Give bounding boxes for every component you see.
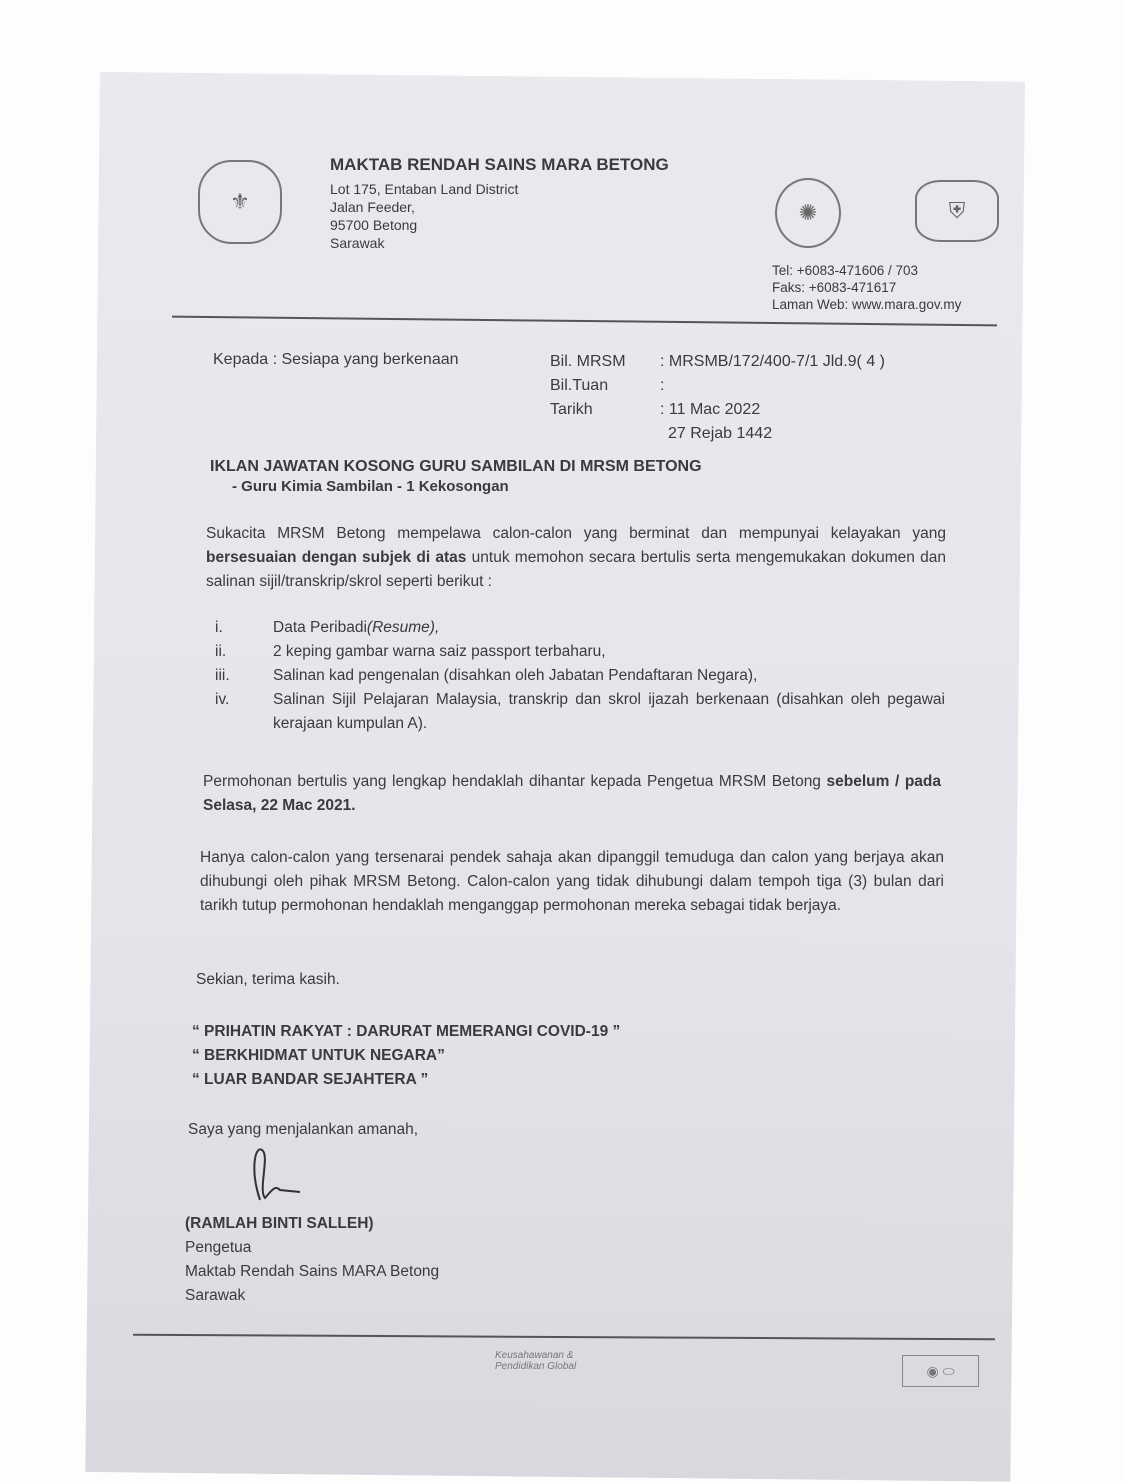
- intro-text: untuk memohon secara bertulis serta mengemukakan dokumen dan salinan sijil/transkrip/skrol seperti berikut :: [206, 549, 946, 590]
- signature: [240, 1140, 320, 1210]
- sign-off: Saya yang menjalankan amanah,: [188, 1121, 419, 1138]
- item-number: i.: [215, 619, 223, 636]
- hijri-date: 27 Rejab 1442: [668, 425, 773, 442]
- your-ref-value: :: [660, 377, 665, 394]
- item-number: iv.: [215, 691, 230, 708]
- address-line: Sarawak: [330, 235, 385, 251]
- deadline-text: Permohonan bertulis yang lengkap hendaklah dihantar kepada Pengetua MRSM Betong: [203, 773, 827, 790]
- address-line: Jalan Feeder,: [330, 199, 415, 215]
- address-line: Lot 175, Entaban Land District: [330, 181, 519, 197]
- school-crest-icon: ⛨: [915, 180, 999, 242]
- signatory-state: Sarawak: [185, 1287, 246, 1304]
- signatory: [185, 1212, 439, 1308]
- deadline-paragraph: [203, 770, 941, 818]
- slogan: “ PRIHATIN RAKYAT : DARURAT MEMERANGI COVID-19 ”: [192, 1023, 621, 1040]
- website: Laman Web: www.mara.gov.my: [772, 297, 962, 312]
- slogan: “ BERKHIDMAT UNTUK NEGARA”: [192, 1047, 445, 1064]
- intro-paragraph: [206, 522, 946, 594]
- list-item: [215, 640, 945, 664]
- footer-logo: Keusahawanan & Pendidikan Global: [495, 1350, 577, 1372]
- item-italic: (Resume),: [366, 619, 440, 636]
- signatory-org: Maktab Rendah Sains MARA Betong: [185, 1263, 440, 1280]
- signatory-position: Pengetua: [185, 1239, 252, 1256]
- reference-block: [550, 350, 885, 446]
- ref-label: Bil. MRSM: [550, 353, 626, 370]
- telephone: Tel: +6083-471606 / 703: [772, 263, 918, 278]
- institution-name: MAKTAB RENDAH SAINS MARA BETONG: [330, 155, 669, 174]
- mrsm-emblem-icon: ✺: [775, 178, 841, 248]
- letter-subtitle: - Guru Kimia Sambilan - 1 Kekosongan: [232, 478, 509, 495]
- intro-bold: bersesuaian dengan subjek di atas: [206, 549, 467, 566]
- date-value: : 11 Mac 2022: [660, 401, 761, 418]
- item-text: 2 keping gambar warna saiz passport terbaharu,: [273, 643, 606, 660]
- letter-title: IKLAN JAWATAN KOSONG GURU SAMBILAN DI MRSM BETONG: [210, 458, 702, 475]
- address-line: 95700 Betong: [330, 217, 418, 233]
- closing: Sekian, terima kasih.: [196, 971, 340, 988]
- slogan: “ LUAR BANDAR SEJAHTERA ”: [192, 1071, 429, 1088]
- slogans: [192, 1020, 620, 1092]
- item-text: Salinan kad pengenalan (disahkan oleh Jabatan Pendaftaran Negara),: [273, 667, 758, 684]
- list-item: [215, 688, 945, 736]
- item-text: Salinan Sijil Pelajaran Malaysia, transkrip dan skrol ijazah berkenaan (disahkan oleh pegawai kerajaan kumpulan A).: [273, 691, 945, 732]
- list-item: [215, 664, 945, 688]
- intro-text: Sukacita MRSM Betong mempelawa calon-calon yang berminat dan mempunyai kelayakan yang: [206, 525, 946, 542]
- signatory-name: (RAMLAH BINTI SALLEH): [185, 1215, 374, 1232]
- item-number: iii.: [215, 667, 230, 684]
- item-number: ii.: [215, 643, 227, 660]
- list-item: [215, 616, 945, 640]
- hijri-label: [550, 422, 660, 446]
- deadline-date: sebelum / pada Selasa, 22 Mac 2021.: [203, 773, 941, 814]
- contact-info: [772, 262, 961, 313]
- malaysia-coat-of-arms-icon: ⚜: [198, 160, 282, 244]
- ref-value: : MRSMB/172/400-7/1 Jld.9( 4 ): [660, 353, 885, 370]
- your-ref-label: Bil.Tuan: [550, 377, 609, 394]
- notice-paragraph: Hanya calon-calon yang tersenarai pendek sahaja akan dipanggil temuduga dan calon yang berjaya akan dihubungi oleh pihak MRSM Betong. Calon-calon yang tidak dihubungi dalam tempoh tiga (3) bulan dari tarikh tutup permohonan hendaklah menganggap permohonan mereka sebagai tidak berjaya.: [200, 849, 944, 914]
- recipient: Kepada : Sesiapa yang berkenaan: [213, 351, 459, 368]
- address: [330, 180, 518, 252]
- item-text: Data Peribadi: [273, 619, 367, 636]
- fax: Faks: +6083-471617: [772, 280, 897, 295]
- certification-logos-icon: ◉ ⬭: [902, 1355, 979, 1387]
- document-list: [215, 616, 945, 736]
- date-label: Tarikh: [550, 401, 593, 418]
